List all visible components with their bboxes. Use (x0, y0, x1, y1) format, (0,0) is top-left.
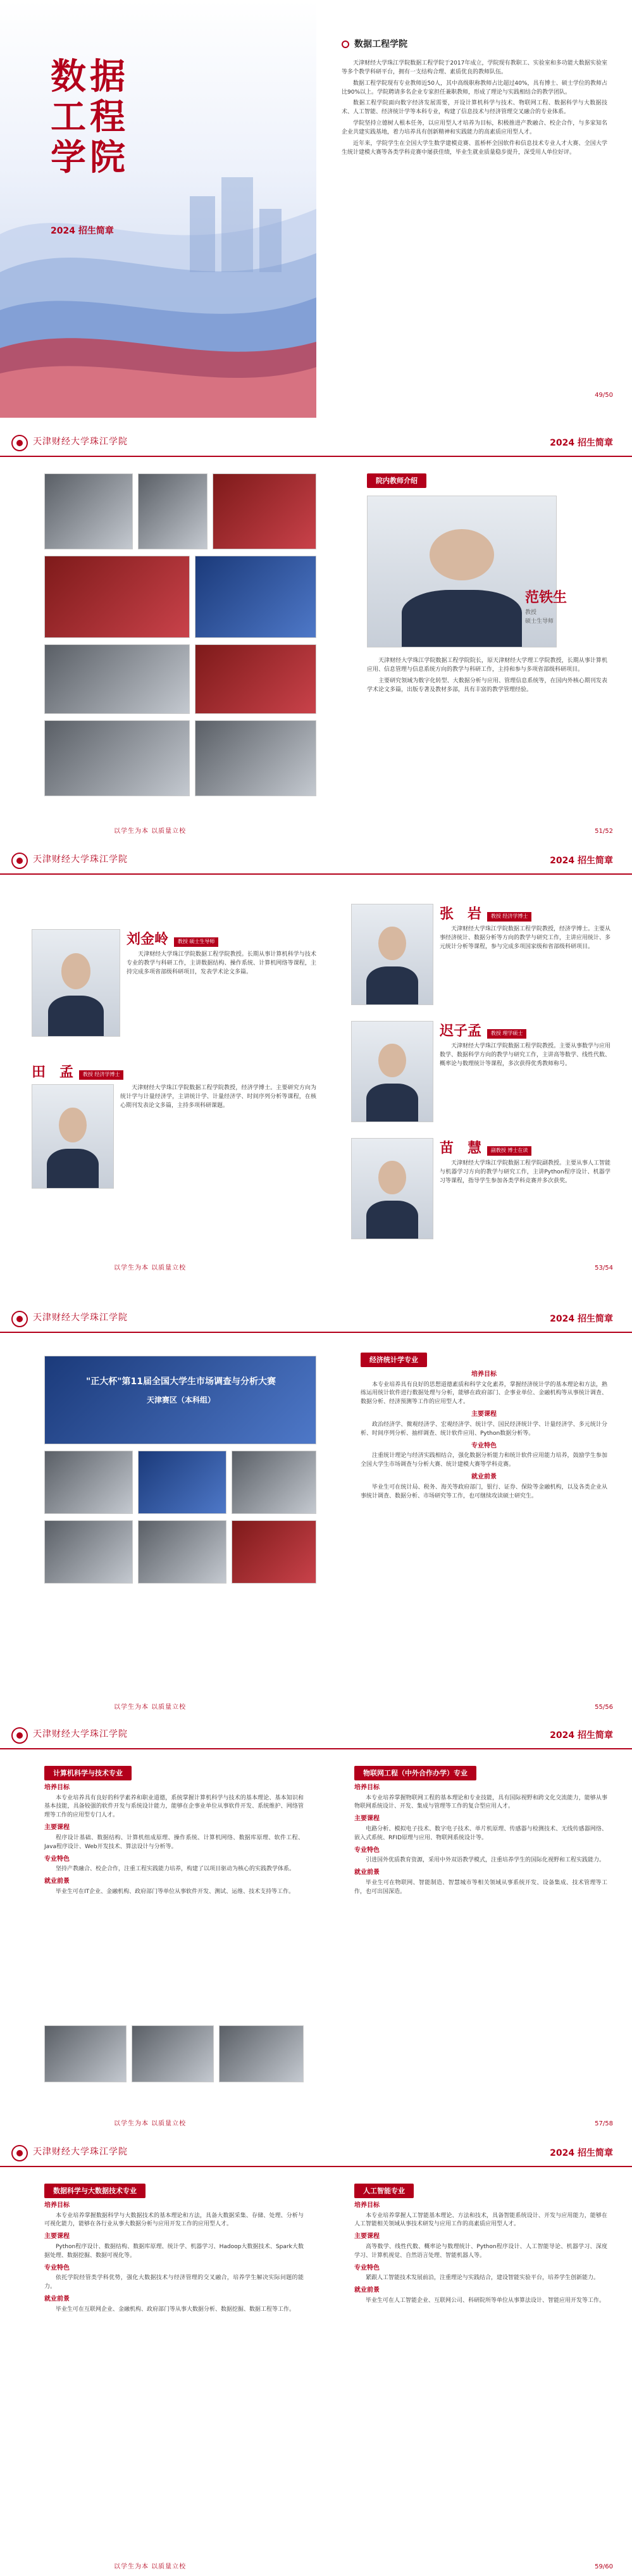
lab-photo (219, 2025, 304, 2082)
major-detail-left (44, 1766, 304, 1899)
page-teacher-list (0, 847, 632, 1277)
page-teacher-intro (0, 429, 632, 841)
teacher-card (127, 929, 316, 980)
page-header (0, 429, 632, 457)
teacher-name: 苗 慧 (440, 1141, 482, 1156)
major-title: 计算机科学与技术专业 (44, 1766, 132, 1780)
teacher-bio-block (120, 1084, 316, 1113)
group-photo (213, 473, 316, 549)
footer-motto: 以学生为本 以质量立校 (114, 1704, 187, 1711)
block-title: 主要课程 (44, 2233, 70, 2241)
teacher-card (32, 1062, 209, 1084)
activity-photo (44, 1451, 133, 1514)
campus-photo (138, 473, 208, 549)
page-number: 53/54 (595, 1265, 613, 1272)
footer-motto: 以学生为本 以质量立校 (114, 828, 187, 835)
block-title: 主要课程 (471, 1411, 497, 1418)
block-title: 专业特色 (354, 2264, 380, 2272)
teacher-badge: 教授 硕士生导师 (174, 937, 219, 946)
page-footer (0, 2557, 632, 2576)
bio-paragraph: 天津财经大学珠江学院数据工程学院院长，原天津财经大学理工学院教授，长期从事计算机应用、信息管理与信息系统方向的教学与科研工作，主持和参与多项省部级科研项目。 (367, 658, 607, 673)
block-title: 主要课程 (354, 1815, 380, 1823)
teacher-role: 教授 (525, 610, 537, 616)
university-name: 天津财经大学珠江学院 (33, 2147, 128, 2157)
teacher-badge: 教授 理学硕士 (487, 1029, 527, 1038)
competition-banner-photo (44, 1356, 316, 1444)
teacher-name: 张 岩 (440, 906, 482, 922)
banner-title: "正大杯"第11届全国大学生市场调查与分析大赛 (85, 1377, 276, 1387)
block-title: 专业特色 (44, 2264, 70, 2272)
teacher-bio: 天津财经大学珠江学院数据工程学院教授，经济学博士。主要从事经济统计、数据分析等方向的教学与研究工作，主讲应用统计、多元统计分析等课程，参与完成多项国家级和省部级科研项目。 (440, 926, 611, 950)
page-statistics-major (0, 1305, 632, 1716)
page-number: 59/60 (595, 2563, 613, 2570)
page-number: 51/52 (595, 828, 613, 835)
teacher-portrait (351, 1138, 433, 1239)
block-text: Python程序设计、数据结构、数据库原理、统计学、机器学习、Hadoop大数据技术、Spark大数据处理、数据挖掘、数据可视化等。 (44, 2243, 304, 2259)
teacher-card (440, 1138, 610, 1189)
block-title: 就业前景 (471, 1473, 497, 1481)
major-detail-left (44, 2184, 304, 2317)
cover-title (51, 57, 129, 178)
footer-motto: 以学生为本 以质量立校 (114, 2563, 187, 2570)
block-text: 毕业生可在统计局、税务、海关等政府部门，银行、证券、保险等金融机构，以及各类企业从事统计调查、数据分析、市场研究等工作，也可继续攻读硕士研究生。 (361, 1484, 607, 1499)
block-text: 电路分析、模拟电子技术、数字电子技术、单片机原理、传感器与检测技术、无线传感器网络、嵌入式系统、RFID原理与应用、物联网系统设计等。 (354, 1825, 607, 1841)
page-ds-ai-majors (0, 2139, 632, 2576)
block-text: 毕业生可在人工智能企业、互联网公司、科研院所等单位从事算法设计、智能应用开发等工作。 (366, 2297, 605, 2304)
banner-subtitle: 天津赛区（本科组） (146, 1396, 215, 1404)
teacher-card (440, 1021, 610, 1072)
block-title: 就业前景 (44, 2296, 70, 2303)
teacher-card (440, 904, 610, 954)
page-footer (0, 2114, 632, 2133)
cover-panel (0, 0, 316, 418)
university-seal-icon (11, 2145, 28, 2161)
block-title: 培养目标 (44, 2202, 70, 2210)
teacher-name: 范铁生 (525, 590, 567, 606)
page-number: 55/56 (595, 1704, 613, 1711)
event-photo (195, 644, 316, 714)
major-title: 人工智能专业 (354, 2184, 414, 2198)
block-text: 注重统计理论与经济实践相结合，强化数据分析能力和统计软件应用能力培养，鼓励学生参加全国大学生市场调查与分析大赛、统计建模大赛等学科竞赛。 (361, 1453, 607, 1468)
page-footer (0, 1698, 632, 1716)
major-title: 经济统计学专业 (361, 1353, 427, 1367)
group-photo (44, 556, 190, 638)
bio-paragraph: 主要研究领域为数字化转型、大数据分析与应用、管理信息系统等，在国内外核心期刊发表学术论文多篇，出版专著及教材多部，具有丰富的教学管理经验。 (367, 677, 607, 693)
intro-paragraph: 近年来，学院学生在全国大学生数学建模竞赛、蓝桥杯全国软件和信息技术专业人才大赛、全国大学生统计建模大赛等各类学科竞赛中屡获佳绩，毕业生就业质量稳步提升，深受用人单位好评。 (342, 141, 607, 156)
activity-photo (232, 1520, 316, 1584)
college-intro-text (342, 38, 607, 160)
university-seal-icon (11, 1311, 28, 1327)
block-title: 主要课程 (44, 1824, 70, 1832)
page-header (0, 1722, 632, 1749)
block-text: 本专业培养具有良好的科学素养和职业道德，系统掌握计算机科学与技术的基本理论、基本知识和基本技能，具备较强的软件开发与系统设计能力，能够在企事业单位从事软件开发、系统维护、网络管理等工作的应用型专门人才。 (44, 1794, 304, 1819)
intro-paragraph: 天津财经大学珠江学院数据工程学院于2017年成立，学院现有教职工、实验室和多功能大数据实验室等多个教学科研平台，拥有一支结构合理、素质优良的教师队伍。 (342, 59, 607, 75)
cover-title-line: 数据 (51, 56, 129, 97)
university-seal-icon (11, 853, 28, 869)
block-text: 程序设计基础、数据结构、计算机组成原理、操作系统、计算机网络、数据库原理、软件工程、Java程序设计、Web开发技术、算法设计与分析等。 (44, 1834, 304, 1850)
teacher-badge: 教授 经济学博士 (79, 1070, 124, 1079)
block-title: 专业特色 (471, 1442, 497, 1449)
year-label: 2024 招生简章 (550, 438, 613, 448)
block-title: 专业特色 (44, 1855, 70, 1863)
teacher-name: 田 孟 (32, 1065, 74, 1080)
intro-paragraph: 学院坚持立德树人根本任务，以应用型人才培养为目标，积极推进产教融合、校企合作，与多家知名企业共建实践基地，着力培养具有创新精神和实践能力的高素质应用型人才。 (342, 120, 607, 136)
teacher-bio: 天津财经大学珠江学院数据工程学院教授。长期从事计算机科学与技术专业的教学与科研工作，主讲数据结构、操作系统、计算机网络等课程，主持完成多项省部级科研项目，发表学术论文多篇。 (127, 951, 316, 975)
year-label: 2024 招生简章 (550, 1730, 613, 1741)
block-text: 本专业培养掌握人工智能基本理论、方法和技术，具备智能系统设计、开发与应用能力，能够在人工智能相关领域从事技术研发与应用工作的高素质应用型人才。 (354, 2212, 607, 2228)
section-label: 院内教师介绍 (367, 473, 426, 488)
footer-motto: 以学生为本 以质量立校 (114, 2120, 187, 2127)
block-text: 依托学院经管类学科优势，强化大数据技术与经济管理的交叉融合，培养学生解决实际问题的能力。 (44, 2275, 304, 2291)
block-text: 毕业生可在物联网、智能制造、智慧城市等相关领域从事系统开发、设备集成、技术管理等工作，也可出国深造。 (354, 1879, 607, 1895)
teacher-role: 硕士生导师 (525, 618, 554, 625)
teacher-bio: 天津财经大学珠江学院数据工程学院副教授。主要从事人工智能与机器学习方向的教学与研究工作，主讲Python程序设计、机器学习等课程，指导学生参加各类学科竞赛并多次获奖。 (440, 1160, 611, 1184)
lab-photo (44, 2025, 127, 2082)
teacher-portrait (32, 1084, 114, 1189)
block-text: 本专业培养具有良好的思想道德素质和科学文化素养，掌握经济统计学的基本理论和方法，熟练运用统计软件进行数据处理与分析，能够在政府部门、企事业单位、金融机构等从事统计调查、数据分析、经济预测等工作的应用型人才。 (361, 1381, 607, 1406)
page-footer (0, 1258, 632, 1277)
activity-photo (138, 1520, 226, 1584)
lecture-photo (195, 720, 316, 796)
university-name: 天津财经大学珠江学院 (33, 1313, 128, 1323)
page-number: 57/58 (595, 2120, 613, 2127)
block-title: 主要课程 (354, 2233, 380, 2241)
teacher-portrait (351, 1021, 433, 1122)
lab-photo (44, 720, 190, 796)
university-seal-icon (11, 435, 28, 451)
teacher-bio (367, 657, 607, 697)
intro-paragraph: 数据工程学院面向数字经济发展需要，开设计算机科学与技术、物联网工程、数据科学与大数据技术、人工智能、经济统计学等本科专业，构建了信息技术与经济管理交叉融合的专业体系。 (342, 100, 607, 116)
section-title: 数据工程学院 (342, 38, 607, 52)
teacher-badge: 副教授 博士在读 (487, 1146, 532, 1155)
block-title: 专业特色 (354, 1846, 380, 1854)
major-title: 物联网工程（中外合作办学）专业 (354, 1766, 476, 1780)
year-label: 2024 招生简章 (550, 2148, 613, 2158)
teacher-badge: 教授 经济学博士 (487, 912, 532, 921)
teacher-portrait (351, 904, 433, 1005)
year-label: 2024 招生简章 (550, 1314, 613, 1324)
activity-photo (44, 1520, 133, 1584)
block-text: 高等数学、线性代数、概率论与数理统计、Python程序设计、人工智能导论、机器学习、深度学习、计算机视觉、自然语言处理、智能机器人等。 (354, 2243, 607, 2259)
teacher-bio: 天津财经大学珠江学院数据工程学院教授，经济学博士。主要研究方向为统计学与计量经济学，主讲统计学、计量经济学、时间序列分析等课程，在核心期刊发表论文多篇，主持多项科研课题。 (120, 1085, 316, 1109)
page-number: 49/50 (595, 391, 613, 399)
block-text: 本专业培养掌握数据科学与大数据技术的基本理论和方法，具备大数据采集、存储、处理、分析与可视化能力，能够在各行业从事大数据分析与应用开发工作的应用型人才。 (44, 2212, 304, 2228)
intro-paragraph: 数据工程学院现有专业教师近50人，其中高级职称教师占比超过40%，具有博士、硕士学位的教师占比90%以上。学院聘请多名企业专家担任兼职教师，形成了理论与实践相结合的教学团队。 (342, 80, 607, 96)
teacher-portrait (32, 929, 120, 1037)
classroom-photo (44, 644, 190, 714)
activity-photo (138, 1451, 226, 1514)
block-title: 培养目标 (44, 1784, 70, 1792)
teacher-profile (367, 473, 607, 488)
university-name: 天津财经大学珠江学院 (33, 854, 128, 865)
page-header (0, 847, 632, 875)
activity-photo (232, 1451, 316, 1514)
block-title: 就业前景 (44, 1878, 70, 1885)
teacher-name: 刘金岭 (127, 932, 169, 947)
event-photo (195, 556, 316, 638)
teacher-name-block (525, 587, 601, 627)
page-college-intro (0, 0, 632, 418)
block-title: 就业前景 (354, 1869, 380, 1877)
block-text: 本专业培养掌握物联网工程的基本理论和专业技能，具有国际视野和跨文化交流能力，能够从事物联网系统设计、开发、集成与管理等工作的复合型应用人才。 (354, 1794, 607, 1810)
cover-title-line: 学院 (51, 137, 129, 178)
campus-photo (44, 473, 133, 549)
block-title: 就业前景 (354, 2287, 380, 2294)
teacher-name: 迟子孟 (440, 1023, 482, 1039)
block-text: 政治经济学、微观经济学、宏观经济学、统计学、国民经济统计学、计量经济学、多元统计分析、时间序列分析、抽样调查、统计软件应用、Python数据分析等。 (361, 1421, 607, 1437)
major-detail (361, 1353, 607, 1503)
cover-title-line: 工程 (51, 97, 129, 138)
major-detail-right (354, 1766, 607, 1899)
page-footer (0, 822, 632, 841)
block-text: 紧跟人工智能技术发展前沿，注重理论与实践结合，建设智能实验平台，培养学生创新能力。 (366, 2275, 600, 2282)
major-detail-right (354, 2184, 607, 2308)
cover-tag: 2024 招生简章 (51, 226, 114, 236)
block-title: 培养目标 (354, 1784, 380, 1792)
block-title: 培养目标 (471, 1371, 497, 1379)
footer-motto: 以学生为本 以质量立校 (114, 1265, 187, 1272)
block-text: 坚持产教融合、校企合作，注重工程实践能力培养，构建了以项目驱动为核心的实践教学体系。 (56, 1866, 295, 1873)
lab-photo (132, 2025, 214, 2082)
cover-wave-graphic (0, 158, 316, 418)
block-title: 培养目标 (354, 2202, 380, 2210)
university-name: 天津财经大学珠江学院 (33, 1729, 128, 1739)
block-text: 毕业生可在互联网企业、金融机构、政府部门等从事大数据分析、数据挖掘、数据工程等工作。 (56, 2306, 295, 2313)
page-header (0, 1305, 632, 1333)
block-text: 引进国外优质教育资源，采用中外双语教学模式，注重培养学生的国际化视野和工程实践能力。 (366, 1857, 605, 1864)
major-title: 数据科学与大数据技术专业 (44, 2184, 146, 2198)
block-text: 毕业生可在IT企业、金融机构、政府部门等单位从事软件开发、测试、运维、技术支持等工作。 (56, 1888, 295, 1895)
university-name: 天津财经大学珠江学院 (33, 437, 128, 447)
university-seal-icon (11, 1727, 28, 1744)
page-header (0, 2139, 632, 2167)
year-label: 2024 招生简章 (550, 856, 613, 866)
teacher-bio: 天津财经大学珠江学院数据工程学院教授。主要从事数学与应用数学、数据科学方向的教学与研究工作，主讲高等数学、线性代数、概率论与数理统计等课程，多次获得优秀教师称号。 (440, 1043, 611, 1067)
page-cs-iot-majors (0, 1722, 632, 2133)
